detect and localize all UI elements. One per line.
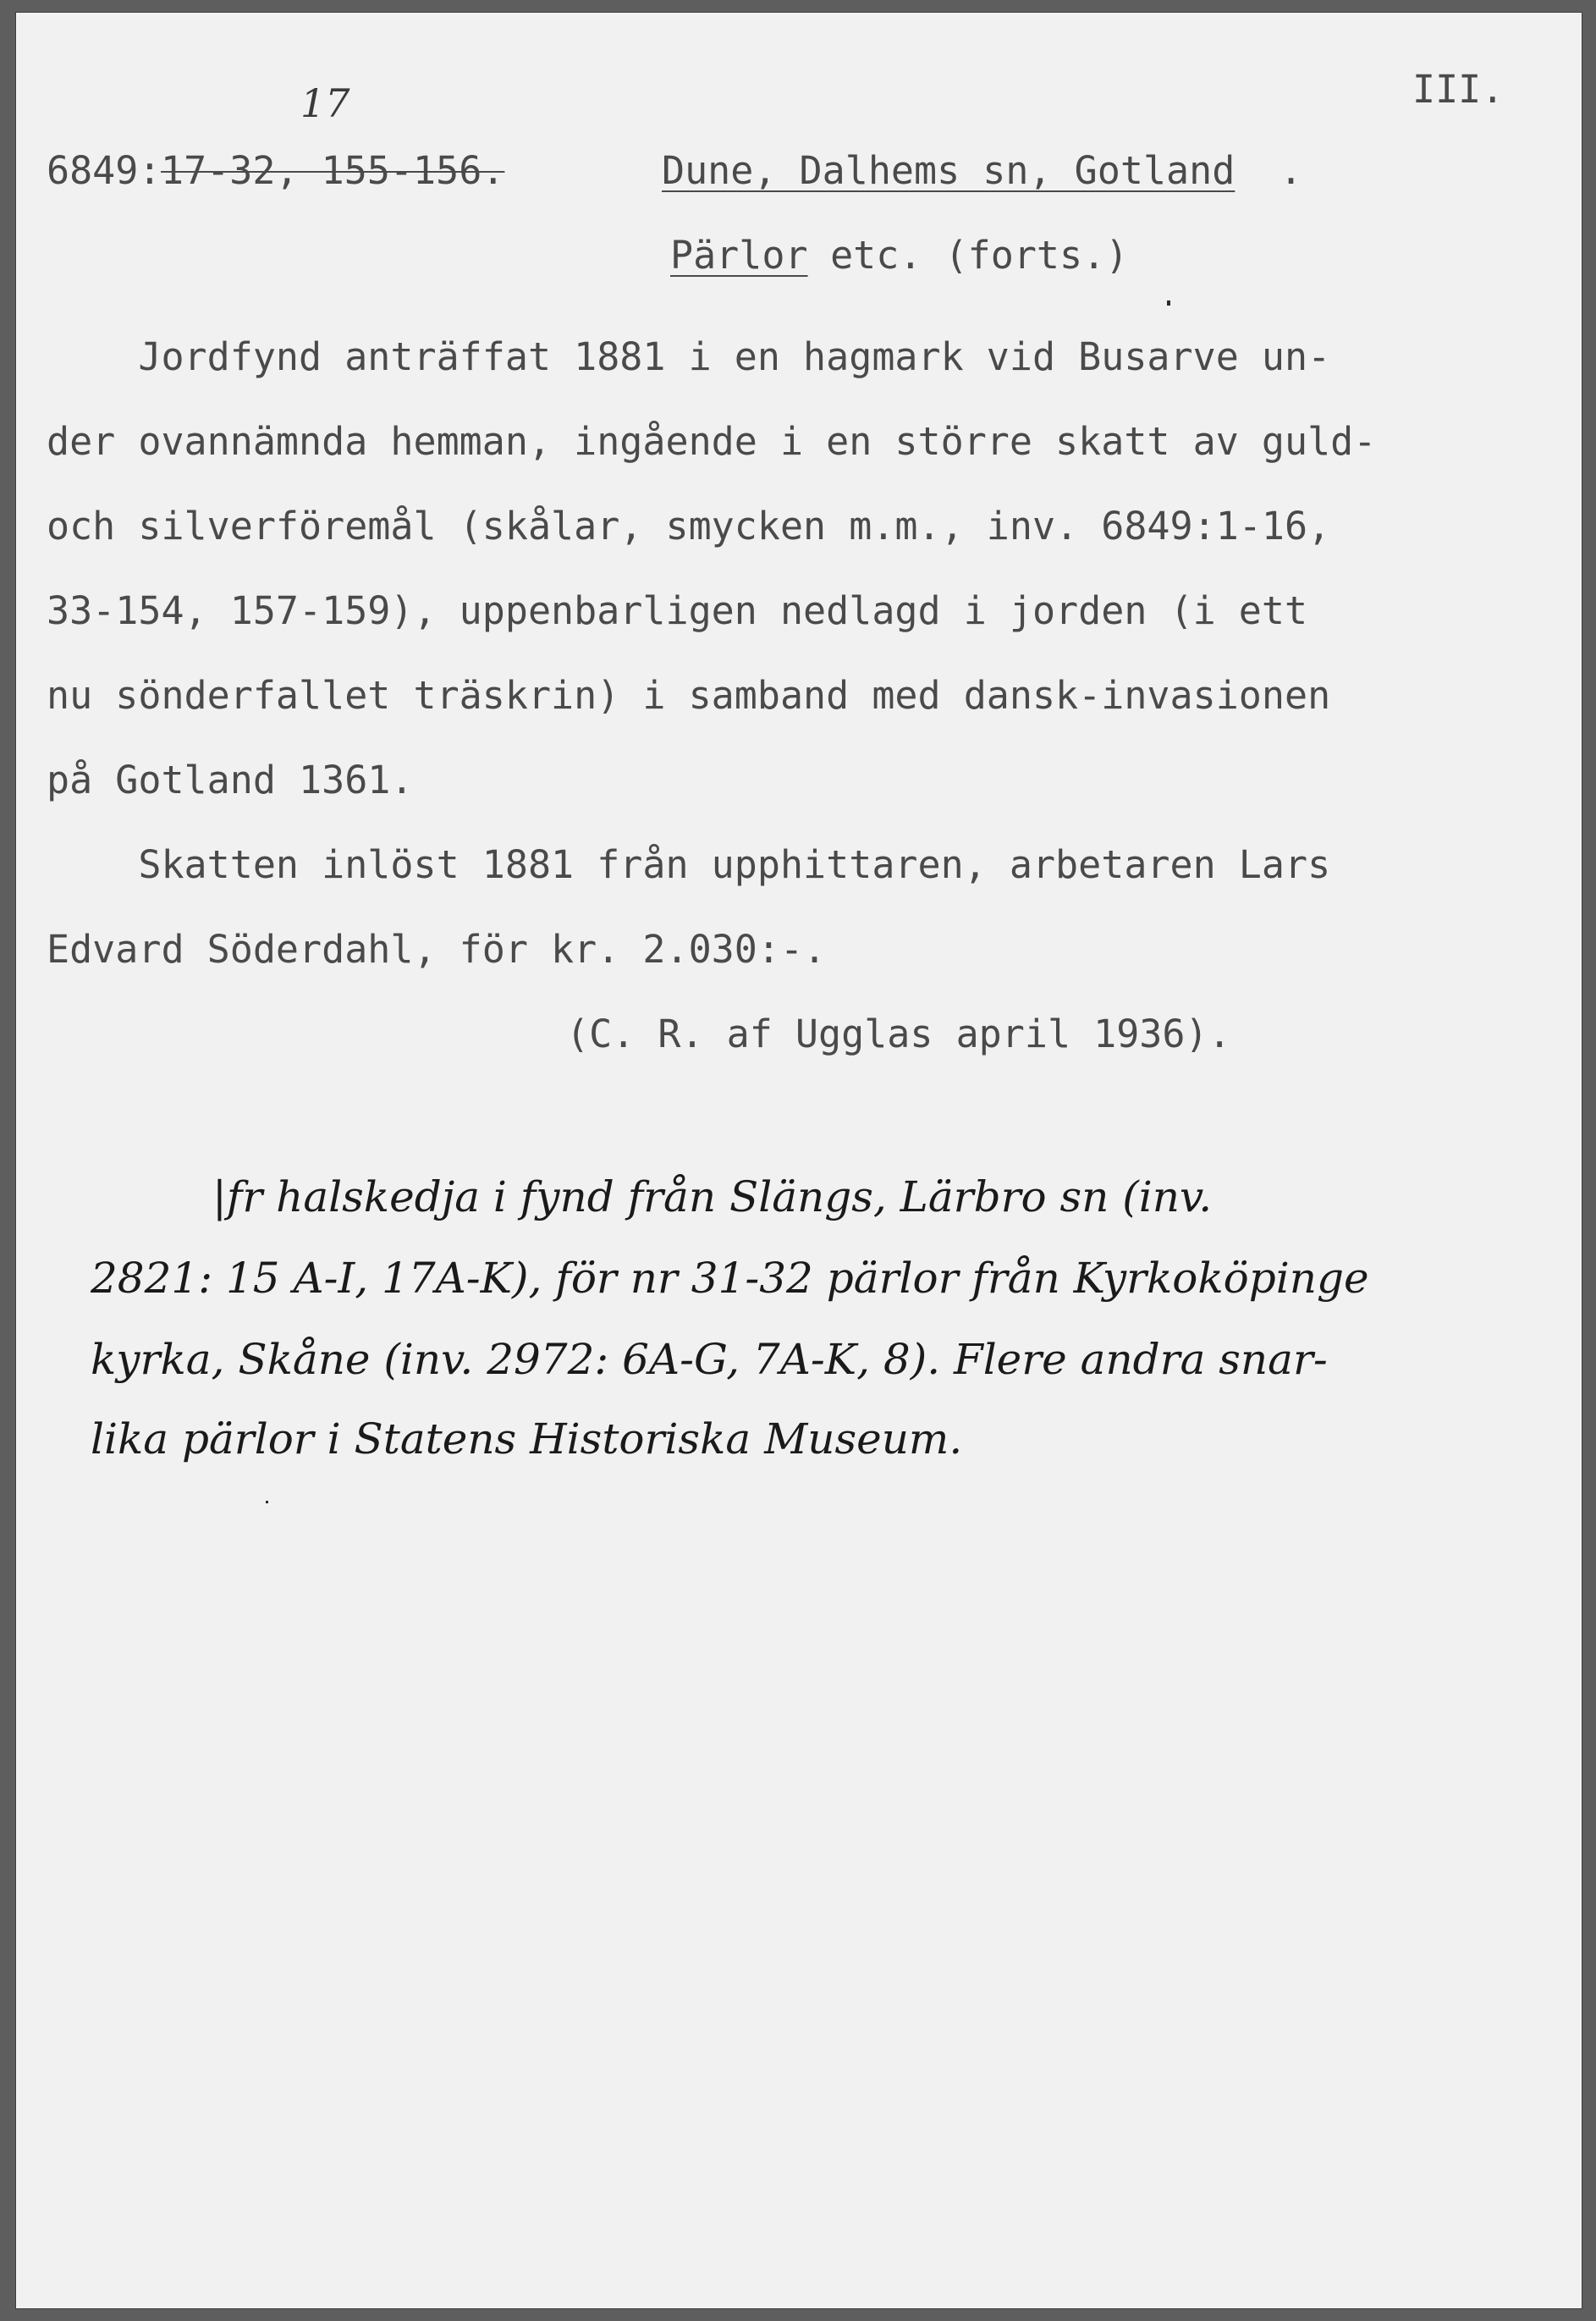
body-line: der ovannämnda hemman, ingående i en större skatt av guld- — [47, 419, 1377, 464]
card-speck — [1167, 300, 1170, 306]
body-line: och silverföremål (skålar, smycken m.m., inv. 6849:1-16, — [47, 504, 1331, 549]
body-line: på Gotland 1361. — [47, 758, 414, 802]
card-number: III. — [1412, 67, 1505, 112]
body-line: Edvard Söderdahl, för kr. 2.030:-. — [47, 927, 827, 972]
body-line: Skatten inlöst 1881 från upphittaren, arbetaren Lars — [47, 842, 1331, 887]
handwritten-line: 2821: 15 A-I, 17A-K), för nr 31-32 pärlor från Kyrkoköpinge — [91, 1254, 1369, 1303]
handwritten-line: |fr halskedja i fynd från Slängs, Lärbro sn (inv. — [212, 1172, 1213, 1221]
body-line: Jordfynd anträffat 1881 i en hagmark vid Busarve un- — [47, 334, 1331, 379]
inventory-struck: 17-32, 155-156. — [161, 148, 505, 193]
handwritten-line: kyrka, Skåne (inv. 2972: 6A-G, 7A-K, 8). Flere andra snar- — [91, 1335, 1328, 1384]
card-speck — [266, 1501, 268, 1503]
handwritten-line: lika pärlor i Statens Historiska Museum. — [91, 1414, 963, 1464]
catalog-card — [15, 12, 1582, 2309]
subject: Pärlor — [670, 233, 808, 278]
signature: (C. R. af Ugglas april 1936). — [566, 1012, 1231, 1056]
body-line: 33-154, 157-159), uppenbarligen nedlagd i jorden (i ett — [47, 588, 1308, 633]
body-line: nu sönderfallet träskrin) i samband med dansk-invasionen — [47, 673, 1331, 718]
inventory-prefix: 6849: — [47, 148, 162, 193]
handwritten-correction: 17 — [300, 80, 350, 126]
location-end: . — [1280, 148, 1303, 193]
subject-rest: etc. (forts.) — [807, 233, 1129, 278]
location: Dune, Dalhems sn, Gotland — [662, 148, 1236, 193]
